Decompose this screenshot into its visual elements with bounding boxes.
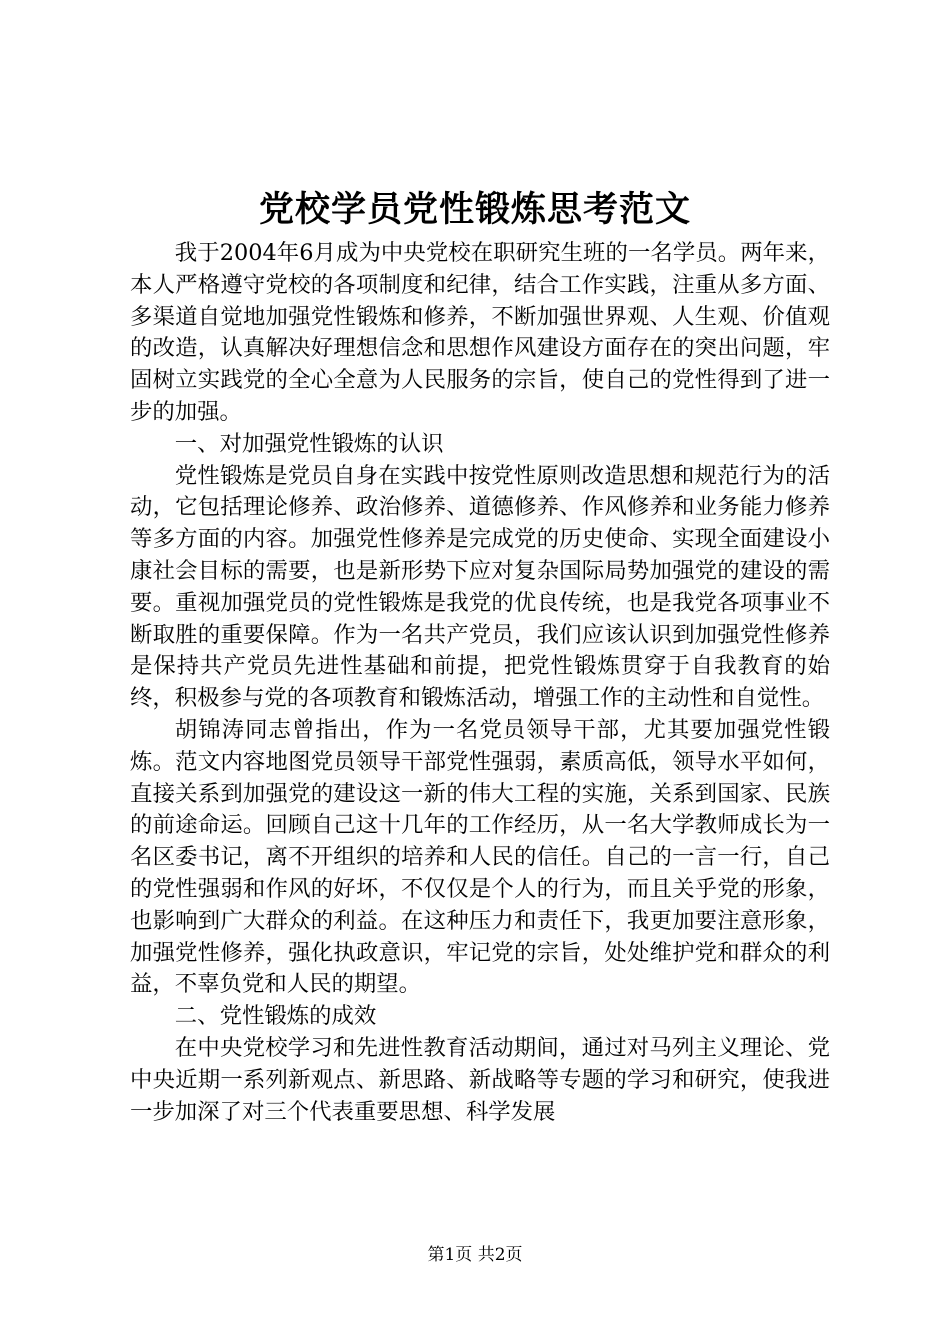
page-number-footer: 第1页 共2页 <box>427 1245 523 1265</box>
paragraph-section-1a: 党性锻炼是党员自身在实践中按党性原则改造思想和规范行为的活动，它包括理论修养、政治修养、道德修养、作风修养和业务能力修养等多方面的内容。加强党性修养是完成党的历史使命、实现全面建设小康社会目标的需要，也是新形势下应对复杂国际局势加强党的建设的需要。重视加强党员的党性锻炼是我党的优良传统，也是我党各项事业不断取胜的重要保障。作为一名共产党员，我们应该认识到加强党性修养是保持共产党员先进性基础和前提，把党性锻炼贯穿于自我教育的始终，积极参与党的各项教育和锻炼活动，增强工作的主动性和自觉性。 <box>130 462 830 712</box>
section-heading-1: 一、对加强党性锻炼的认识 <box>174 430 444 457</box>
document-body <box>130 238 830 1128</box>
paragraph-section-1b: 胡锦涛同志曾指出，作为一名党员领导干部，尤其要加强党性锻炼。范文内容地图党员领导干部党性强弱，素质高低，领导水平如何，直接关系到加强党的建设这一新的伟大工程的实施，关系到国家、民族的前途命运。回顾自己这十几年的工作经历，从一名大学教师成长为一名区委书记，离不开组织的培养和人民的信任。自己的一言一行，自己的党性强弱和作风的好坏，不仅仅是个人的行为，而且关乎党的形象，也影响到广大群众的利益。在这种压力和责任下，我更加要注意形象，加强党性修养，强化执政意识，牢记党的宗旨，处处维护党和群众的利益，不辜负党和人民的期望。 <box>130 716 830 998</box>
section-heading-2: 二、党性锻炼的成效 <box>174 1003 377 1030</box>
paragraph-intro: 我于2004年6月成为中央党校在职研究生班的一名学员。两年来，本人严格遵守党校的各项制度和纪律，结合工作实践，注重从多方面、多渠道自觉地加强党性锻炼和修养，不断加强世界观、人生观、价值观的改造，认真解决好理想信念和思想作风建设方面存在的突出问题，牢固树立实践党的全心全意为人民服务的宗旨，使自己的党性得到了进一步的加强。 <box>130 240 830 425</box>
paragraph-section-2a: 在中央党校学习和先进性教育活动期间，通过对马列主义理论、党中央近期一系列新观点、新思路、新战略等专题的学习和研究，使我进一步加深了对三个代表重要思想、科学发展 <box>130 1034 830 1125</box>
document-title: 党校学员党性锻炼思考范文 <box>258 189 691 230</box>
